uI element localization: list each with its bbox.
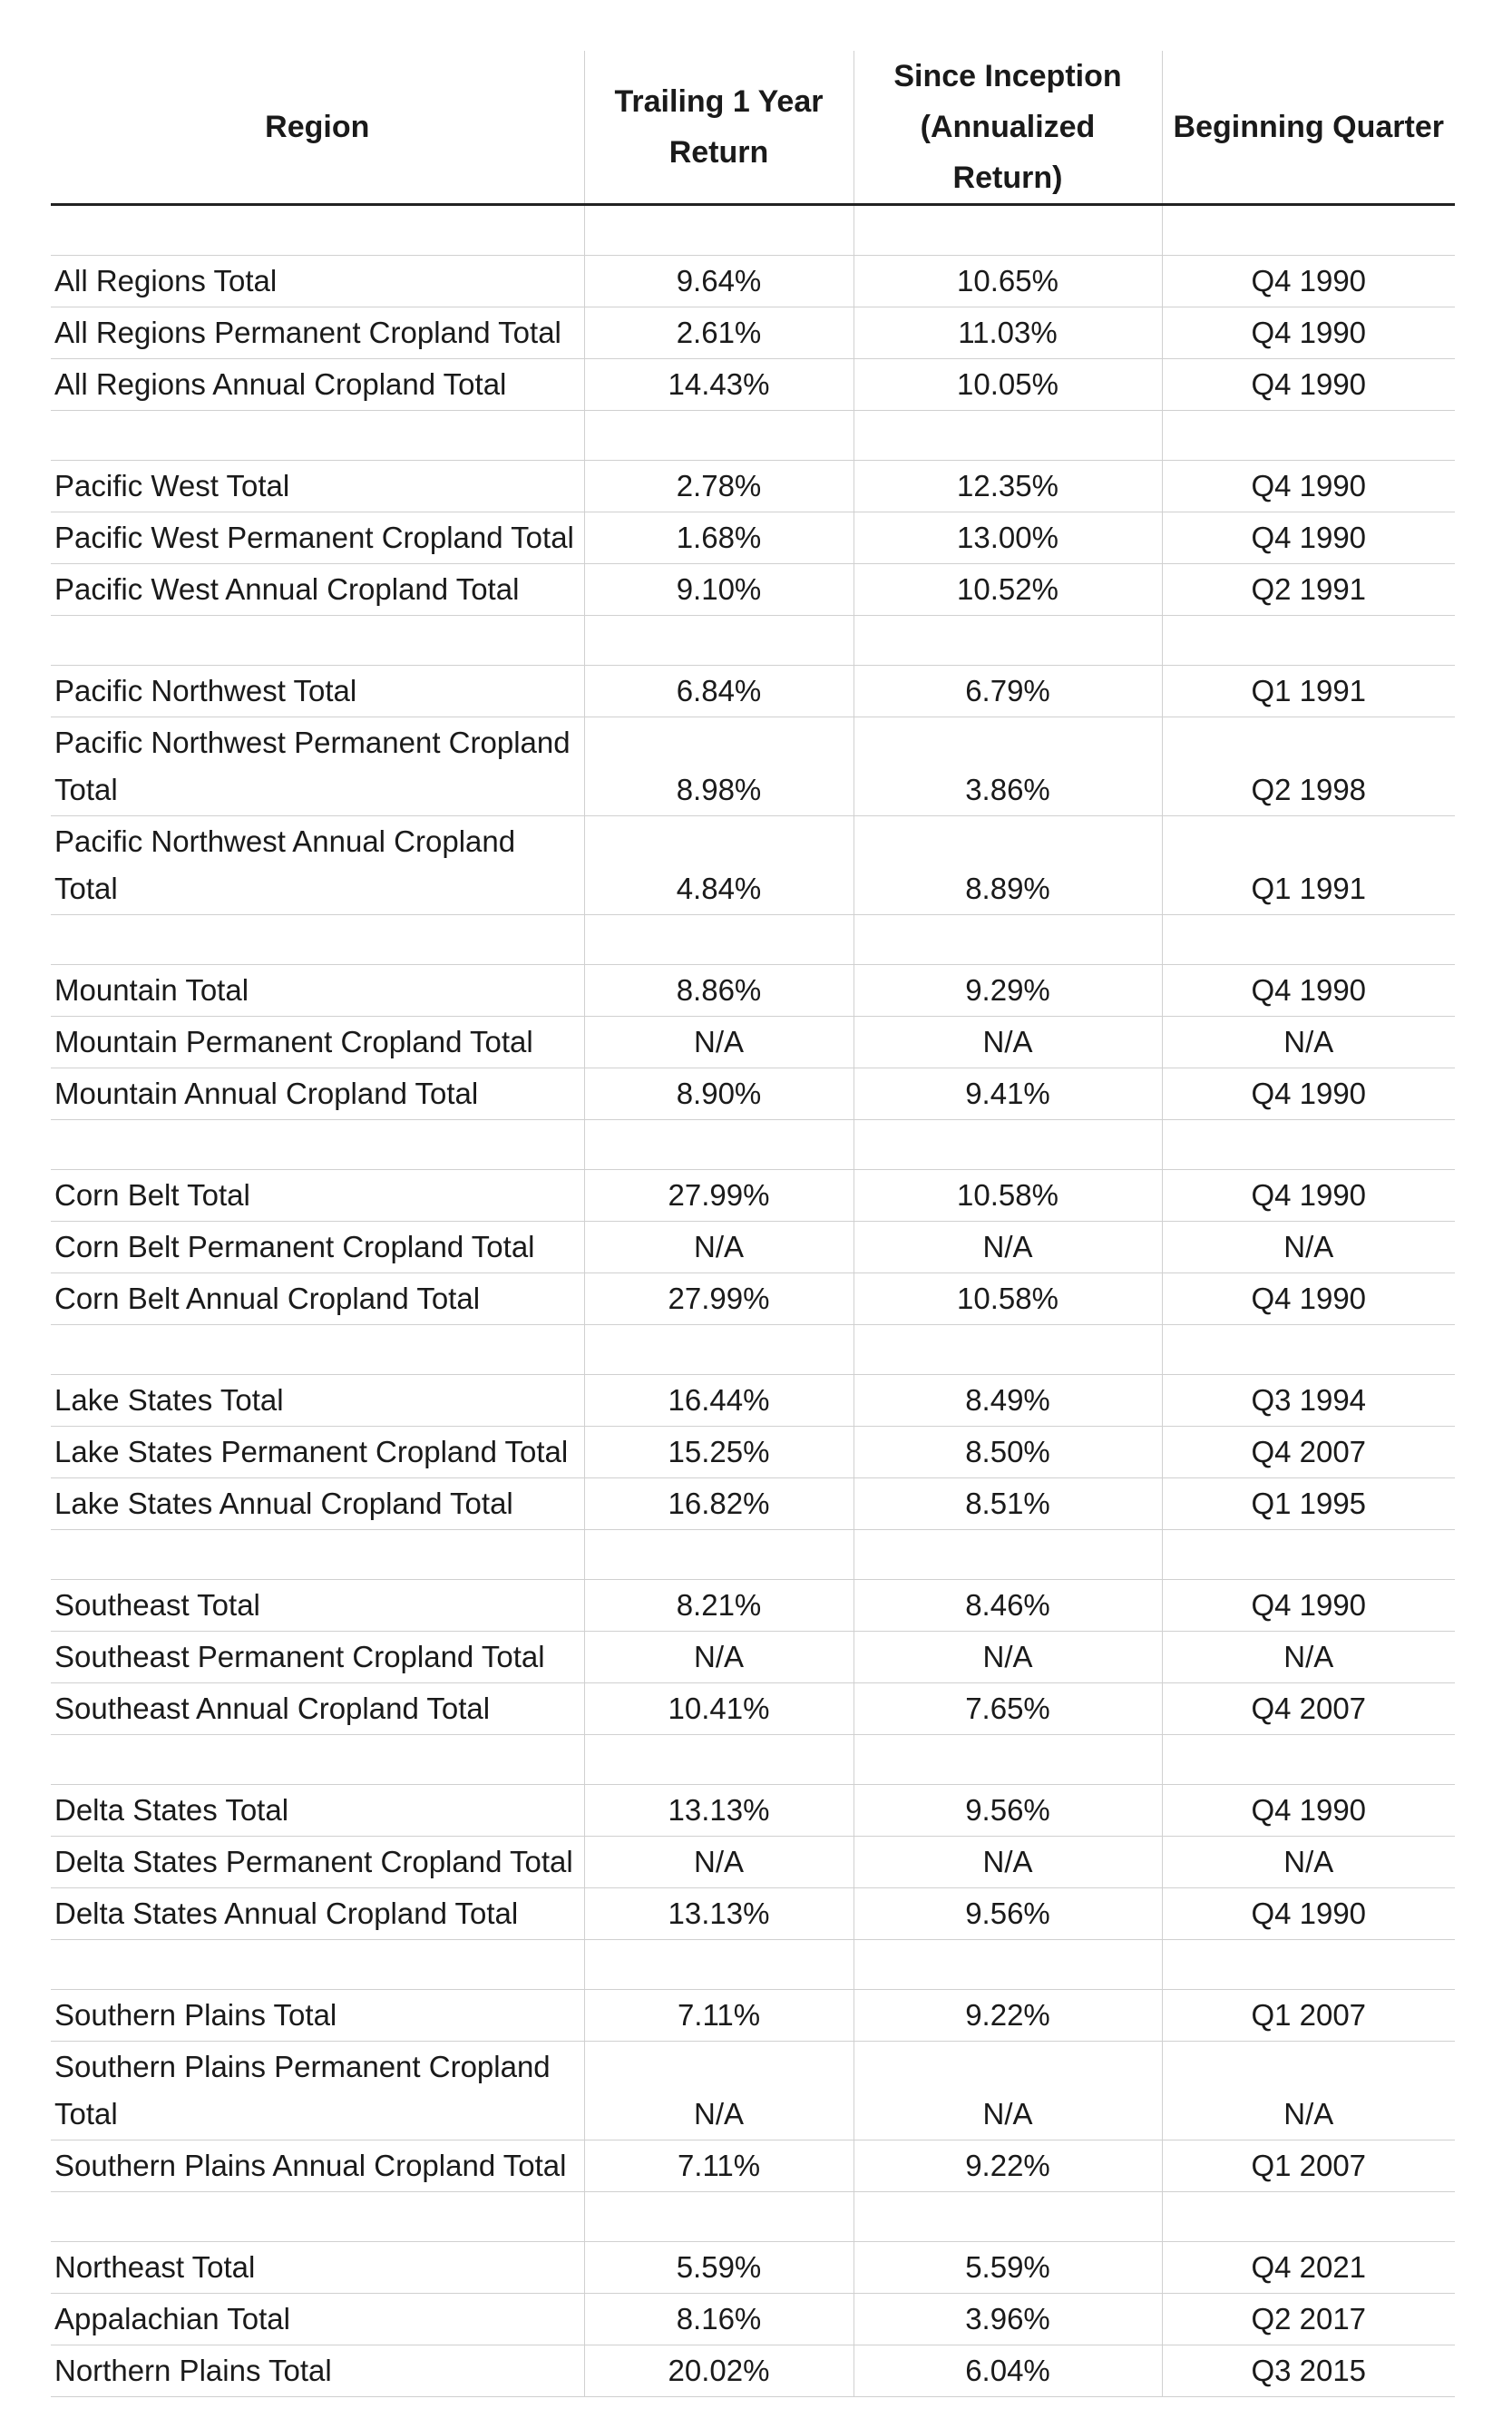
spacer-cell xyxy=(1162,1530,1455,1580)
region-cell: Delta States Total xyxy=(51,1785,584,1837)
since-inception-return-cell: 5.59% xyxy=(854,2242,1162,2294)
trailing-1-year-return-cell: 16.82% xyxy=(584,1478,854,1530)
spacer-cell xyxy=(584,205,854,256)
spacer-cell xyxy=(854,1530,1162,1580)
beginning-quarter-cell: Q4 1990 xyxy=(1162,307,1455,359)
since-inception-return-cell: 10.05% xyxy=(854,359,1162,411)
table-row xyxy=(51,307,1455,359)
spacer-cell xyxy=(51,205,584,256)
header-since-inception xyxy=(854,51,1162,205)
region-cell: Mountain Total xyxy=(51,965,584,1017)
spacer-row xyxy=(51,2192,1455,2242)
beginning-quarter-cell: N/A xyxy=(1162,1017,1455,1068)
table-row xyxy=(51,461,1455,512)
table-body xyxy=(51,205,1455,2397)
table-row xyxy=(51,1683,1455,1735)
since-inception-return-cell: 10.58% xyxy=(854,1170,1162,1222)
table-row xyxy=(51,1222,1455,1273)
region-cell: Corn Belt Total xyxy=(51,1170,584,1222)
spacer-cell xyxy=(51,1120,584,1170)
table-row xyxy=(51,717,1455,816)
region-cell: Pacific Northwest Permanent Cropland Total xyxy=(51,717,584,816)
trailing-1-year-return-cell: N/A xyxy=(584,2042,854,2140)
table-row xyxy=(51,1375,1455,1427)
trailing-1-year-return-cell: 16.44% xyxy=(584,1375,854,1427)
since-inception-return-cell: 10.58% xyxy=(854,1273,1162,1325)
header-line: Since Inception xyxy=(893,59,1122,93)
since-inception-return-cell: N/A xyxy=(854,1222,1162,1273)
spacer-cell xyxy=(584,1735,854,1785)
spacer-cell xyxy=(1162,915,1455,965)
table-row xyxy=(51,1017,1455,1068)
spacer-cell xyxy=(854,1735,1162,1785)
region-cell: Pacific Northwest Total xyxy=(51,666,584,717)
since-inception-return-cell: 3.86% xyxy=(854,717,1162,816)
beginning-quarter-cell: Q4 1990 xyxy=(1162,461,1455,512)
since-inception-return-cell: 9.22% xyxy=(854,2140,1162,2192)
since-inception-return-cell: 9.56% xyxy=(854,1888,1162,1940)
spacer-row xyxy=(51,411,1455,461)
trailing-1-year-return-cell: 2.78% xyxy=(584,461,854,512)
trailing-1-year-return-cell: 7.11% xyxy=(584,1990,854,2042)
trailing-1-year-return-cell: 10.41% xyxy=(584,1683,854,1735)
region-cell: Corn Belt Annual Cropland Total xyxy=(51,1273,584,1325)
region-cell: All Regions Permanent Cropland Total xyxy=(51,307,584,359)
beginning-quarter-cell: N/A xyxy=(1162,1222,1455,1273)
beginning-quarter-cell: Q4 1990 xyxy=(1162,1170,1455,1222)
beginning-quarter-cell: Q4 1990 xyxy=(1162,359,1455,411)
beginning-quarter-cell: Q4 1990 xyxy=(1162,512,1455,564)
region-cell: Pacific West Total xyxy=(51,461,584,512)
spacer-cell xyxy=(1162,1940,1455,1990)
spacer-cell xyxy=(51,1530,584,1580)
beginning-quarter-cell: Q3 2015 xyxy=(1162,2345,1455,2397)
spacer-cell xyxy=(1162,616,1455,666)
region-cell: Mountain Permanent Cropland Total xyxy=(51,1017,584,1068)
trailing-1-year-return-cell: 13.13% xyxy=(584,1785,854,1837)
table-row xyxy=(51,359,1455,411)
trailing-1-year-return-cell: 8.98% xyxy=(584,717,854,816)
trailing-1-year-return-cell: 4.84% xyxy=(584,816,854,915)
region-cell: Mountain Annual Cropland Total xyxy=(51,1068,584,1120)
beginning-quarter-cell: N/A xyxy=(1162,2042,1455,2140)
region-cell: Southeast Annual Cropland Total xyxy=(51,1683,584,1735)
region-cell: Southeast Total xyxy=(51,1580,584,1632)
spacer-cell xyxy=(584,915,854,965)
beginning-quarter-cell: Q4 2021 xyxy=(1162,2242,1455,2294)
table-row xyxy=(51,256,1455,307)
header-beginning-quarter xyxy=(1162,51,1455,205)
table-row xyxy=(51,1632,1455,1683)
table-row xyxy=(51,1273,1455,1325)
beginning-quarter-cell: Q4 1990 xyxy=(1162,1068,1455,1120)
since-inception-return-cell: N/A xyxy=(854,1017,1162,1068)
beginning-quarter-cell: Q3 1994 xyxy=(1162,1375,1455,1427)
region-cell: Northeast Total xyxy=(51,2242,584,2294)
trailing-1-year-return-cell: 1.68% xyxy=(584,512,854,564)
region-cell: Southeast Permanent Cropland Total xyxy=(51,1632,584,1683)
since-inception-return-cell: 10.52% xyxy=(854,564,1162,616)
spacer-cell xyxy=(1162,411,1455,461)
beginning-quarter-cell: Q2 1998 xyxy=(1162,717,1455,816)
spacer-cell xyxy=(854,1120,1162,1170)
spacer-cell xyxy=(584,1530,854,1580)
beginning-quarter-cell: N/A xyxy=(1162,1632,1455,1683)
table-row xyxy=(51,1427,1455,1478)
header-region-label: Region xyxy=(265,110,370,144)
spacer-cell xyxy=(854,1325,1162,1375)
since-inception-return-cell: N/A xyxy=(854,1632,1162,1683)
beginning-quarter-cell: Q4 2007 xyxy=(1162,1683,1455,1735)
since-inception-return-cell: 12.35% xyxy=(854,461,1162,512)
beginning-quarter-cell: Q2 1991 xyxy=(1162,564,1455,616)
spacer-cell xyxy=(854,2192,1162,2242)
header-trailing-1-year-return xyxy=(584,51,854,205)
beginning-quarter-cell: Q4 1990 xyxy=(1162,965,1455,1017)
trailing-1-year-return-cell: 2.61% xyxy=(584,307,854,359)
table-row xyxy=(51,512,1455,564)
beginning-quarter-cell: Q1 1991 xyxy=(1162,666,1455,717)
spacer-cell xyxy=(854,205,1162,256)
beginning-quarter-cell: Q4 1990 xyxy=(1162,1888,1455,1940)
trailing-1-year-return-cell: 6.84% xyxy=(584,666,854,717)
spacer-cell xyxy=(584,411,854,461)
spacer-cell xyxy=(51,915,584,965)
region-cell: All Regions Total xyxy=(51,256,584,307)
spacer-cell xyxy=(584,616,854,666)
table-row xyxy=(51,1170,1455,1222)
spacer-row xyxy=(51,616,1455,666)
since-inception-return-cell: 9.56% xyxy=(854,1785,1162,1837)
returns-table xyxy=(51,51,1455,2397)
table-row xyxy=(51,2042,1455,2140)
since-inception-return-cell: 9.22% xyxy=(854,1990,1162,2042)
region-cell: All Regions Annual Cropland Total xyxy=(51,359,584,411)
table-row xyxy=(51,2140,1455,2192)
since-inception-return-cell: 8.51% xyxy=(854,1478,1162,1530)
table-row xyxy=(51,965,1455,1017)
trailing-1-year-return-cell: N/A xyxy=(584,1837,854,1888)
since-inception-return-cell: 8.49% xyxy=(854,1375,1162,1427)
table-row xyxy=(51,2242,1455,2294)
spacer-cell xyxy=(51,616,584,666)
trailing-1-year-return-cell: 14.43% xyxy=(584,359,854,411)
table-row xyxy=(51,1837,1455,1888)
beginning-quarter-cell: Q4 1990 xyxy=(1162,1580,1455,1632)
spacer-cell xyxy=(1162,205,1455,256)
since-inception-return-cell: N/A xyxy=(854,1837,1162,1888)
table-row xyxy=(51,1990,1455,2042)
spacer-cell xyxy=(854,915,1162,965)
spacer-cell xyxy=(51,1735,584,1785)
spacer-row xyxy=(51,205,1455,256)
spacer-row xyxy=(51,915,1455,965)
beginning-quarter-cell: Q1 2007 xyxy=(1162,1990,1455,2042)
spacer-row xyxy=(51,1325,1455,1375)
spacer-cell xyxy=(1162,2192,1455,2242)
since-inception-return-cell: 3.96% xyxy=(854,2294,1162,2345)
beginning-quarter-cell: N/A xyxy=(1162,1837,1455,1888)
spacer-cell xyxy=(51,1940,584,1990)
region-cell: Southern Plains Permanent Cropland Total xyxy=(51,2042,584,2140)
since-inception-return-cell: 7.65% xyxy=(854,1683,1162,1735)
since-inception-return-cell: 8.50% xyxy=(854,1427,1162,1478)
spacer-cell xyxy=(854,411,1162,461)
trailing-1-year-return-cell: 27.99% xyxy=(584,1273,854,1325)
since-inception-return-cell: 9.29% xyxy=(854,965,1162,1017)
header-line: Return) xyxy=(952,161,1063,195)
region-cell: Corn Belt Permanent Cropland Total xyxy=(51,1222,584,1273)
spacer-cell xyxy=(1162,1325,1455,1375)
trailing-1-year-return-cell: 8.16% xyxy=(584,2294,854,2345)
spacer-cell xyxy=(854,616,1162,666)
header-beginning-label: Beginning Quarter xyxy=(1173,110,1444,144)
spacer-cell xyxy=(584,2192,854,2242)
header-line: (Annualized xyxy=(920,110,1096,144)
trailing-1-year-return-cell: 9.10% xyxy=(584,564,854,616)
spacer-cell xyxy=(584,1120,854,1170)
beginning-quarter-cell: Q1 1991 xyxy=(1162,816,1455,915)
returns-table-container xyxy=(51,51,1455,2397)
header-region xyxy=(51,51,584,205)
beginning-quarter-cell: Q2 2017 xyxy=(1162,2294,1455,2345)
trailing-1-year-return-cell: N/A xyxy=(584,1017,854,1068)
beginning-quarter-cell: Q4 1990 xyxy=(1162,1785,1455,1837)
table-row xyxy=(51,564,1455,616)
since-inception-return-cell: 8.46% xyxy=(854,1580,1162,1632)
region-cell: Southern Plains Total xyxy=(51,1990,584,2042)
table-row xyxy=(51,1478,1455,1530)
beginning-quarter-cell: Q1 1995 xyxy=(1162,1478,1455,1530)
table-row xyxy=(51,2345,1455,2397)
region-cell: Lake States Permanent Cropland Total xyxy=(51,1427,584,1478)
beginning-quarter-cell: Q1 2007 xyxy=(1162,2140,1455,2192)
trailing-1-year-return-cell: 8.86% xyxy=(584,965,854,1017)
region-cell: Appalachian Total xyxy=(51,2294,584,2345)
trailing-1-year-return-cell: 20.02% xyxy=(584,2345,854,2397)
region-cell: Southern Plains Annual Cropland Total xyxy=(51,2140,584,2192)
table-row xyxy=(51,2294,1455,2345)
table-header xyxy=(51,51,1455,205)
table-row xyxy=(51,666,1455,717)
spacer-cell xyxy=(51,2192,584,2242)
header-line: Trailing 1 Year xyxy=(614,84,824,119)
trailing-1-year-return-cell: 5.59% xyxy=(584,2242,854,2294)
trailing-1-year-return-cell: 8.21% xyxy=(584,1580,854,1632)
region-cell: Pacific West Annual Cropland Total xyxy=(51,564,584,616)
since-inception-return-cell: 13.00% xyxy=(854,512,1162,564)
spacer-cell xyxy=(1162,1735,1455,1785)
beginning-quarter-cell: Q4 2007 xyxy=(1162,1427,1455,1478)
spacer-cell xyxy=(854,1940,1162,1990)
since-inception-return-cell: 11.03% xyxy=(854,307,1162,359)
region-cell: Pacific West Permanent Cropland Total xyxy=(51,512,584,564)
table-row xyxy=(51,1068,1455,1120)
spacer-cell xyxy=(1162,1120,1455,1170)
since-inception-return-cell: N/A xyxy=(854,2042,1162,2140)
since-inception-return-cell: 6.04% xyxy=(854,2345,1162,2397)
spacer-row xyxy=(51,1530,1455,1580)
header-row xyxy=(51,51,1455,205)
region-cell: Northern Plains Total xyxy=(51,2345,584,2397)
beginning-quarter-cell: Q4 1990 xyxy=(1162,1273,1455,1325)
spacer-row xyxy=(51,1735,1455,1785)
trailing-1-year-return-cell: N/A xyxy=(584,1632,854,1683)
spacer-row xyxy=(51,1940,1455,1990)
trailing-1-year-return-cell: N/A xyxy=(584,1222,854,1273)
beginning-quarter-cell: Q4 1990 xyxy=(1162,256,1455,307)
spacer-cell xyxy=(51,411,584,461)
region-cell: Lake States Annual Cropland Total xyxy=(51,1478,584,1530)
since-inception-return-cell: 8.89% xyxy=(854,816,1162,915)
region-cell: Delta States Permanent Cropland Total xyxy=(51,1837,584,1888)
region-cell: Pacific Northwest Annual Cropland Total xyxy=(51,816,584,915)
table-row xyxy=(51,1888,1455,1940)
trailing-1-year-return-cell: 9.64% xyxy=(584,256,854,307)
table-row xyxy=(51,816,1455,915)
region-cell: Lake States Total xyxy=(51,1375,584,1427)
spacer-cell xyxy=(51,1325,584,1375)
spacer-cell xyxy=(584,1940,854,1990)
region-cell: Delta States Annual Cropland Total xyxy=(51,1888,584,1940)
trailing-1-year-return-cell: 8.90% xyxy=(584,1068,854,1120)
since-inception-return-cell: 9.41% xyxy=(854,1068,1162,1120)
trailing-1-year-return-cell: 7.11% xyxy=(584,2140,854,2192)
trailing-1-year-return-cell: 13.13% xyxy=(584,1888,854,1940)
header-line: Return xyxy=(668,135,769,170)
since-inception-return-cell: 6.79% xyxy=(854,666,1162,717)
table-row xyxy=(51,1785,1455,1837)
spacer-row xyxy=(51,1120,1455,1170)
table-row xyxy=(51,1580,1455,1632)
trailing-1-year-return-cell: 27.99% xyxy=(584,1170,854,1222)
spacer-cell xyxy=(584,1325,854,1375)
since-inception-return-cell: 10.65% xyxy=(854,256,1162,307)
trailing-1-year-return-cell: 15.25% xyxy=(584,1427,854,1478)
